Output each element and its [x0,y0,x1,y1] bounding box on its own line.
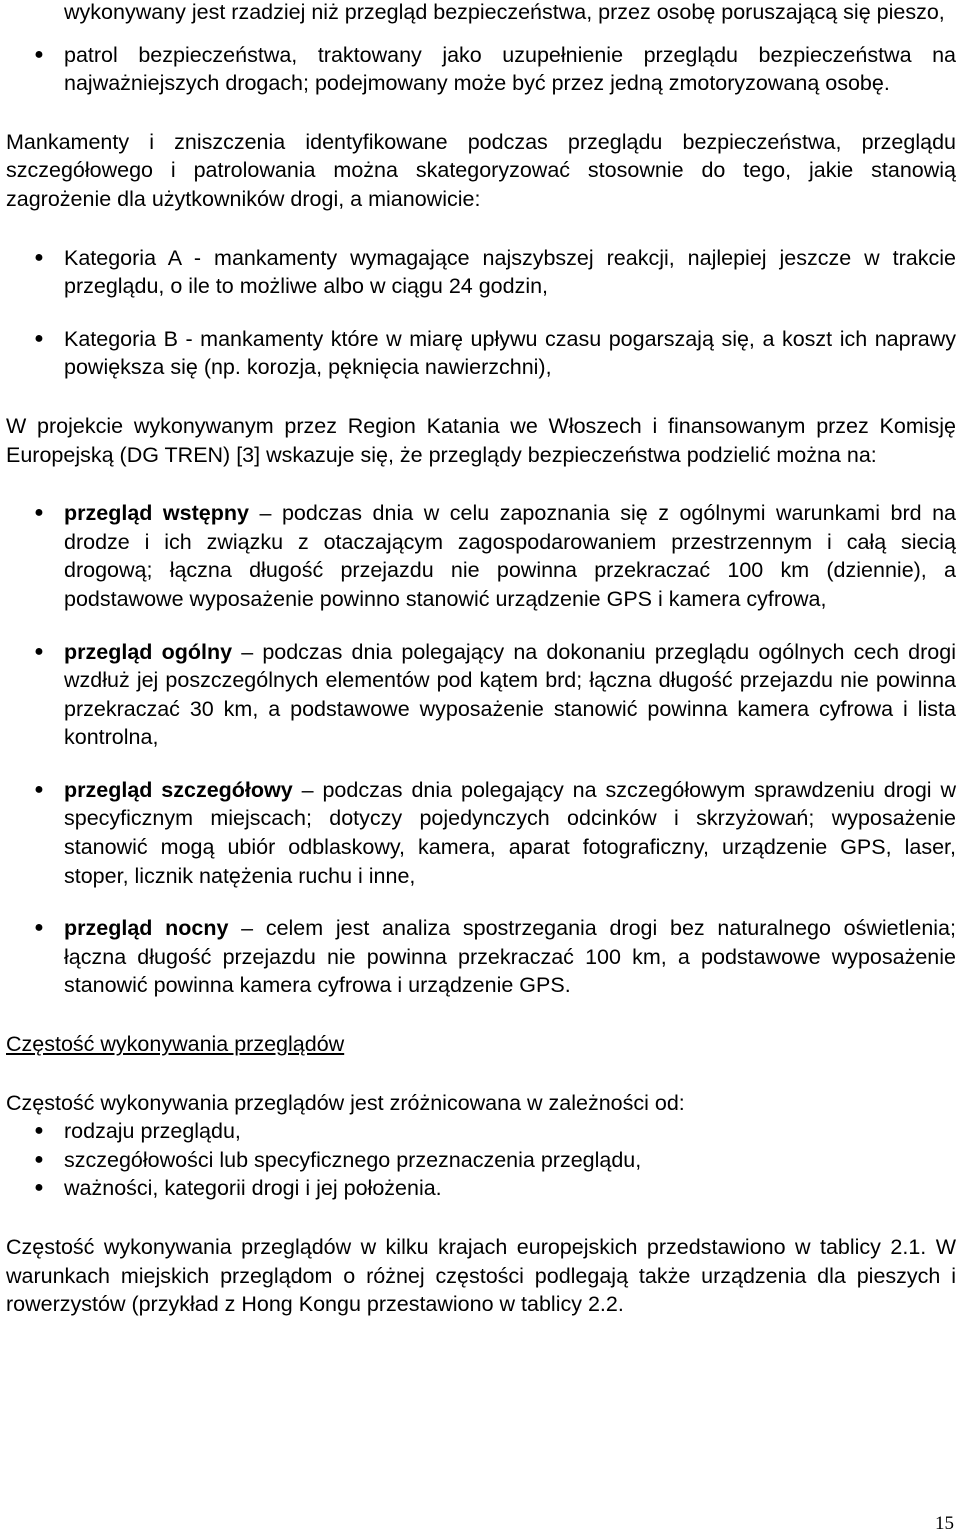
list-item [6,1117,956,1146]
bullet-icon: ● [34,1179,44,1197]
list-item-review-type [6,638,956,752]
review-type-term: przegląd szczegółowy [64,777,293,802]
review-type-desc: – podczas dnia polegający na dokonaniu przeglądu ogólnych cech drogi wzdłuż jej poszczególnych elementów pod kątem brd; łączna długość przejazdu nie powinna przekraczać 30 km, a podstawowe wyposażenie stanowić powinna kamera cyfrowa i lista kontrolna, [64,639,956,750]
review-type-desc: – celem jest analiza spostrzegania drogi bez naturalnego oświetlenia; łączna długość przejazdu nie powinna przekraczać 100 km, a podstawowe wyposażenie stanowić powinna kamera cyfrowa i urządzenie GPS. [64,916,956,998]
paragraph-categories: Mankamenty i zniszczenia identyfikowane podczas przeglądu bezpieczeństwa, przeglądu szczegółowego i patrolowania można skategoryzować stosownie do tego, jakie stanowią zagrożenie dla użytkowników drogi, a mianowicie: [6,129,956,211]
page-number: 15 [935,1513,954,1534]
bullet-icon: ● [34,45,44,63]
bullet-icon: ● [34,919,44,937]
document-page [6,0,956,1319]
list-item-review-type [6,776,956,890]
paragraph-project: W projekcie wykonywanym przez Region Katania we Włoszech i finansowanym przez Komisję Europejską (DG TREN) [3] wskazuje się, że przeglądy bezpieczeństwa podzielić można na: [6,413,956,467]
list-item [6,1174,956,1203]
list-item-text: Kategoria B - mankamenty które w miarę upływu czasu pogarszają się, a koszt ich naprawy powiększa się (np. korozja, pęknięcia nawierzchni), [64,326,956,380]
bullet-icon: ● [34,248,44,266]
review-type-term: przegląd nocny [64,916,229,941]
review-type-term: przegląd ogólny [64,639,233,664]
bullet-icon: ● [34,780,44,798]
bullet-icon: ● [34,329,44,347]
bullet-icon: ● [34,1122,44,1140]
review-type-desc: – podczas dnia w celu zapoznania się z ogólnymi warunkami brd na drodze i ich związku z otaczającym zagospodarowaniem przestrzennym i całą siecią drogową; łączna długość przejazdu nie powinna przekraczać 100 km (dziennie), a podstawowe wyposażenie powinno stanowić urządzenie GPS i kamera cyfrowa, [64,501,956,611]
list-item [6,41,956,98]
list-item-review-type [6,499,956,613]
list-item-review-type [6,914,956,1000]
list-item-text: Kategoria A - mankamenty wymagające najszybszej reakcji, najlepiej jeszcze w trakcie przeglądu, o ile to możliwe albo w ciągu 24 godzin, [64,245,956,299]
list-item-text: ważności, kategorii drogi i jej położenia. [64,1176,442,1201]
bullet-icon: ● [34,642,44,660]
list-item-text: rodzaju przeglądu, [64,1119,241,1144]
list-item-continuation [6,0,956,27]
review-type-term: przegląd wstępny [64,501,249,526]
list-item-text: wykonywany jest rzadziej niż przegląd bezpieczeństwa, przez osobę poruszającą się pieszo, [64,0,945,24]
bullet-icon: ● [34,1150,44,1168]
list-item [6,244,956,301]
list-item-text: patrol bezpieczeństwa, traktowany jako uzupełnienie przeglądu bezpieczeństwa na najważniejszych drogach; podejmowany może być przez jedną zmotoryzowaną osobę. [64,42,956,96]
list-item [6,325,956,382]
paragraph-tables: Częstość wykonywania przeglądów w kilku krajach europejskich przedstawiono w tablicy 2.1. W warunkach miejskich przeglądom o różnej częstości podlegają także urządzenia dla pieszych i rowerzystów (przykład z Hong Kongu przestawiono w tablicy 2.2. [6,1235,956,1317]
review-type-desc: – podczas dnia polegający na szczegółowym sprawdzeniu drogi w specyficznym miejscach; dotyczy pojedynczych odcinków i skrzyżowań; wyposażenie stanowić mogą ubiór odblaskowy, kamera, aparat fotograficzny, urządzenie GPS, laser, stoper, licznik natężenia ruchu i inne, [64,777,956,888]
section-heading: Częstość wykonywania przeglądów [6,1032,345,1057]
paragraph-frequency: Częstość wykonywania przeglądów jest zróżnicowana w zależności od: [6,1090,685,1115]
bullet-icon: ● [34,504,44,522]
list-item-text: szczegółowości lub specyficznego przeznaczenia przeglądu, [64,1147,642,1172]
list-item [6,1146,956,1175]
